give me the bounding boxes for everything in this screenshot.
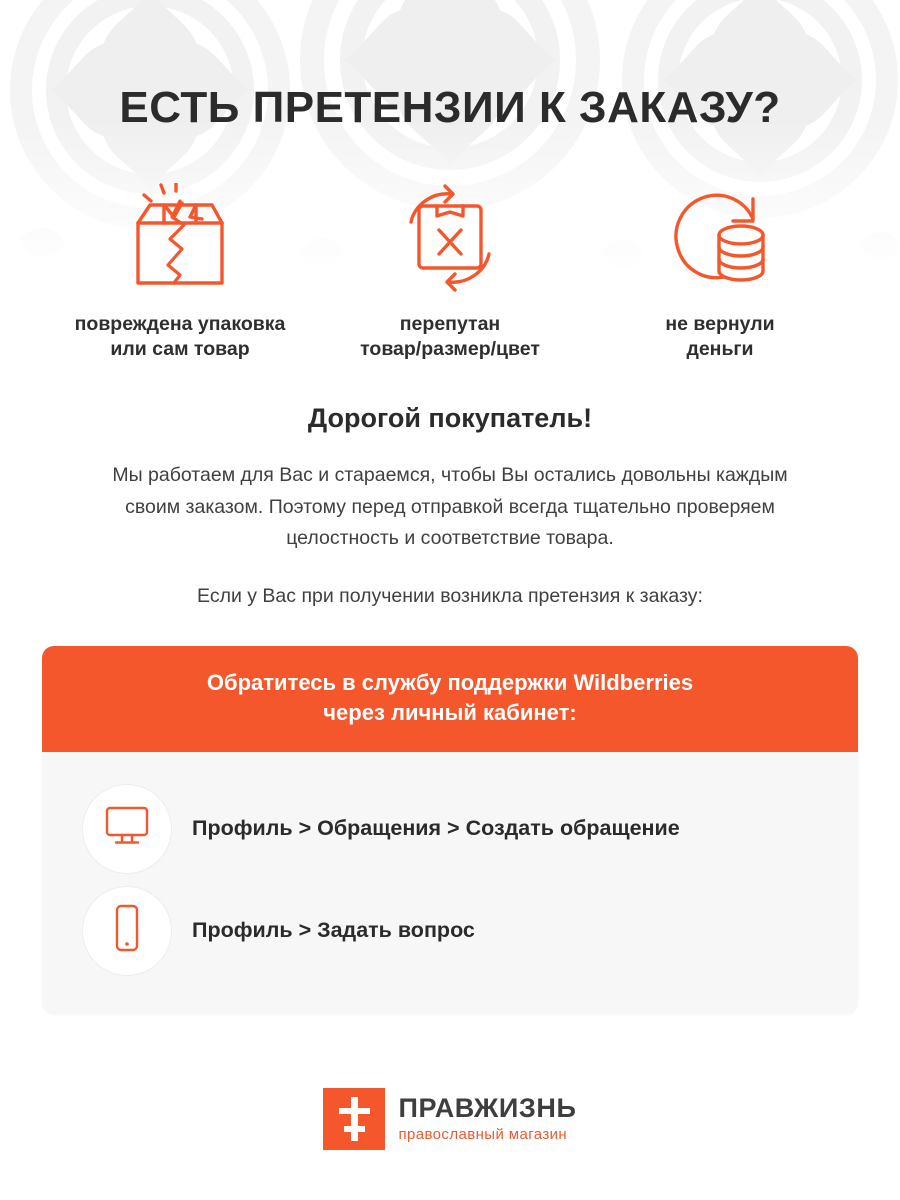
list-item bbox=[42, 880, 858, 982]
greeting-heading: Дорогой покупатель! bbox=[307, 403, 593, 434]
reasons-row bbox=[0, 176, 900, 361]
reason-caption bbox=[585, 312, 855, 361]
brand-name: ПРАВЖИЗНЬ bbox=[398, 1093, 577, 1124]
page-title: ЕСТЬ ПРЕТЕНЗИИ К ЗАКАЗУ? bbox=[119, 83, 781, 132]
path-icon-circle bbox=[82, 784, 172, 874]
reason-caption-line1: перепутан bbox=[399, 313, 501, 336]
body-paragraph: Мы работаем для Вас и стараемся, чтобы Вы остались довольны каждым своим заказом. Поэтому перед отправкой всегда тщательно проверяем целостность и соответствие товара. bbox=[112, 464, 788, 550]
card-header bbox=[42, 646, 858, 751]
card-header-line1: Обратитесь в службу поддержки Wildberries bbox=[206, 670, 694, 696]
reason-caption-line2: товар/размер/цвет bbox=[360, 337, 540, 360]
reason-caption-line2: или сам товар bbox=[110, 337, 250, 360]
card-header-line2: через личный кабинет: bbox=[323, 700, 577, 726]
support-instructions-card bbox=[42, 646, 858, 1013]
reason-item bbox=[315, 176, 585, 361]
reason-item bbox=[585, 176, 855, 361]
reason-item bbox=[45, 176, 315, 361]
brand-tagline: православный магазин bbox=[398, 1126, 568, 1144]
path-icon-circle bbox=[82, 886, 172, 976]
body-paragraph-secondary: Если у Вас при получении возникла претензия к заказу: bbox=[197, 584, 703, 607]
reason-caption-line1: повреждена упаковка bbox=[74, 313, 286, 336]
reason-icon-wrap bbox=[585, 176, 855, 306]
orthodox-cross-logo-icon bbox=[323, 1088, 385, 1150]
reason-caption bbox=[45, 312, 315, 361]
wrong-item-return-icon bbox=[387, 180, 513, 303]
mobile-phone-icon bbox=[110, 903, 144, 958]
logo-vertical-bar bbox=[351, 1097, 358, 1141]
money-not-refunded-icon bbox=[657, 183, 783, 300]
path-text: Профиль > Задать вопрос bbox=[192, 918, 475, 943]
logo-text-block bbox=[398, 1095, 576, 1142]
reason-icon-wrap bbox=[315, 176, 585, 306]
list-item bbox=[42, 778, 858, 880]
desktop-monitor-icon bbox=[104, 805, 150, 852]
card-body bbox=[42, 752, 858, 1014]
logo-upper-crossbar bbox=[339, 1108, 370, 1114]
path-text: Профиль > Обращения > Создать обращение bbox=[192, 816, 680, 841]
reason-caption-line2: деньги bbox=[686, 337, 754, 360]
footer-logo bbox=[0, 1088, 900, 1150]
broken-package-icon bbox=[120, 183, 240, 300]
reason-icon-wrap bbox=[45, 176, 315, 306]
reason-caption bbox=[315, 312, 585, 361]
reason-caption-line1: не вернули bbox=[665, 313, 775, 336]
logo-lower-crossbar bbox=[344, 1126, 365, 1132]
